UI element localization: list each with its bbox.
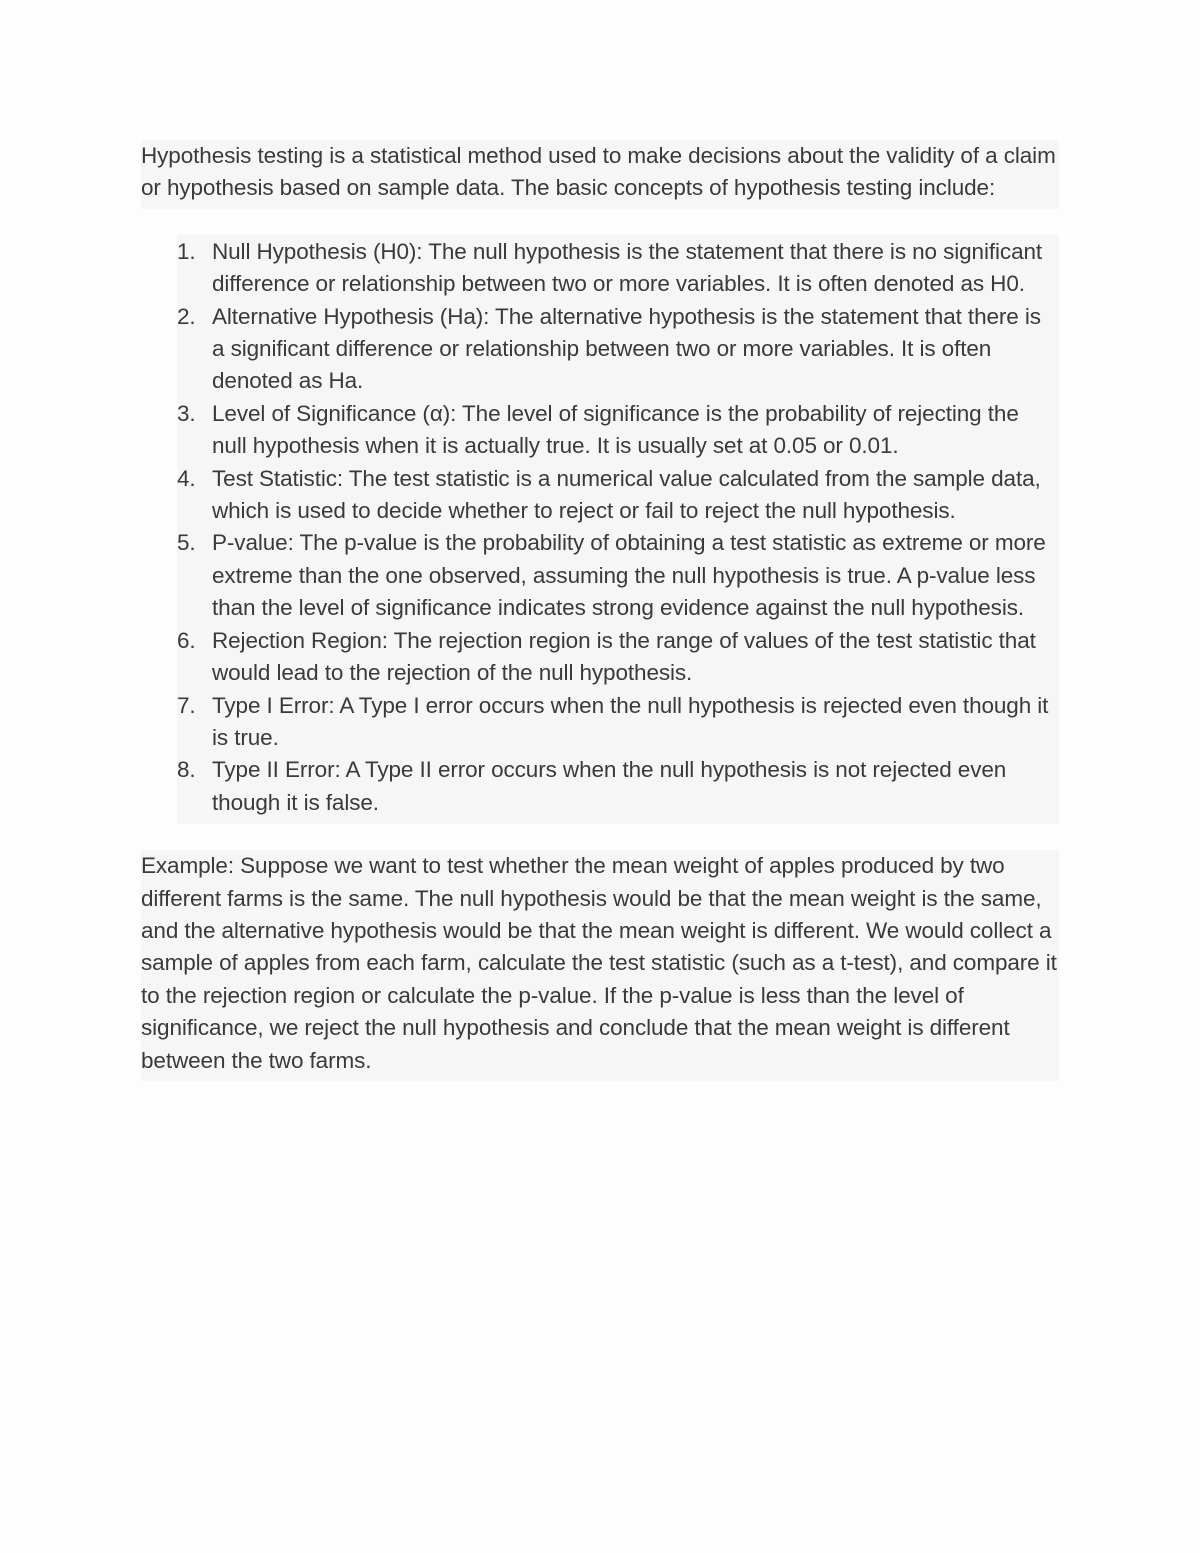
list-item-text: Null Hypothesis (H0): The null hypothesis is the statement that there is no significant difference or relationship between two or more variables. It is often denoted as H0.	[212, 238, 1043, 297]
list-item-number: 2.	[177, 303, 196, 329]
list-item-text: Type II Error: A Type II error occurs when the null hypothesis is not rejected even though it is false.	[212, 757, 1007, 815]
list-item-text: P-value: The p-value is the probability of obtaining a test statistic as extreme or more extreme than the one observed, assuming the null hypothesis is true. A p-value less than the level of significance indicates strong evidence against the null hypothesis.	[212, 530, 1046, 621]
list-item	[177, 301, 1059, 398]
list-item	[177, 463, 1059, 528]
list-item-number: 8.	[177, 757, 196, 783]
list-item	[177, 690, 1059, 755]
list-item-number: 1.	[177, 238, 196, 264]
list-item-number: 5.	[177, 530, 196, 556]
list-item-text: Alternative Hypothesis (Ha): The alternative hypothesis is the statement that there is a significant difference or relationship between two or more variables. It is often denoted as Ha.	[212, 303, 1041, 394]
list-item-number: 7.	[177, 692, 196, 718]
list-item-number: 4.	[177, 465, 196, 491]
list-item	[177, 398, 1059, 463]
list-item-text: Level of Significance (α): The level of significance is the probability of rejecting the null hypothesis when it is actually true. It is usually set at 0.05 or 0.01.	[212, 400, 1019, 459]
list-item-text: Rejection Region: The rejection region is the range of values of the test statistic that would lead to the rejection of the null hypothesis.	[212, 627, 1036, 686]
list-item	[177, 527, 1059, 624]
concepts-list	[177, 235, 1059, 824]
list-item	[177, 625, 1059, 690]
example-paragraph: Example: Suppose we want to test whether the mean weight of apples produced by two different farms is the same. The null hypothesis would be that the mean weight is the same, and the alternative hypothesis would be that the mean weight is different. We would collect a sample of apples from each farm, calculate the test statistic (such as a t-test), and compare it to the rejection region or calculate the p-value. If the p-value is less than the level of significance, we reject the null hypothesis and conclude that the mean weight is different between the two farms.	[141, 850, 1059, 1081]
list-item	[177, 754, 1059, 819]
list-item-text: Test Statistic: The test statistic is a numerical value calculated from the sample data, which is used to decide whether to reject or fail to reject the null hypothesis.	[212, 465, 1041, 524]
list-item	[177, 236, 1059, 301]
list-item-text: Type I Error: A Type I error occurs when the null hypothesis is rejected even though it is true.	[212, 692, 1049, 750]
list-item-number: 6.	[177, 627, 196, 653]
intro-paragraph: Hypothesis testing is a statistical method used to make decisions about the validity of a claim or hypothesis based on sample data. The basic concepts of hypothesis testing include:	[141, 140, 1059, 209]
document-page	[141, 140, 1059, 1081]
list-item-number: 3.	[177, 400, 196, 426]
